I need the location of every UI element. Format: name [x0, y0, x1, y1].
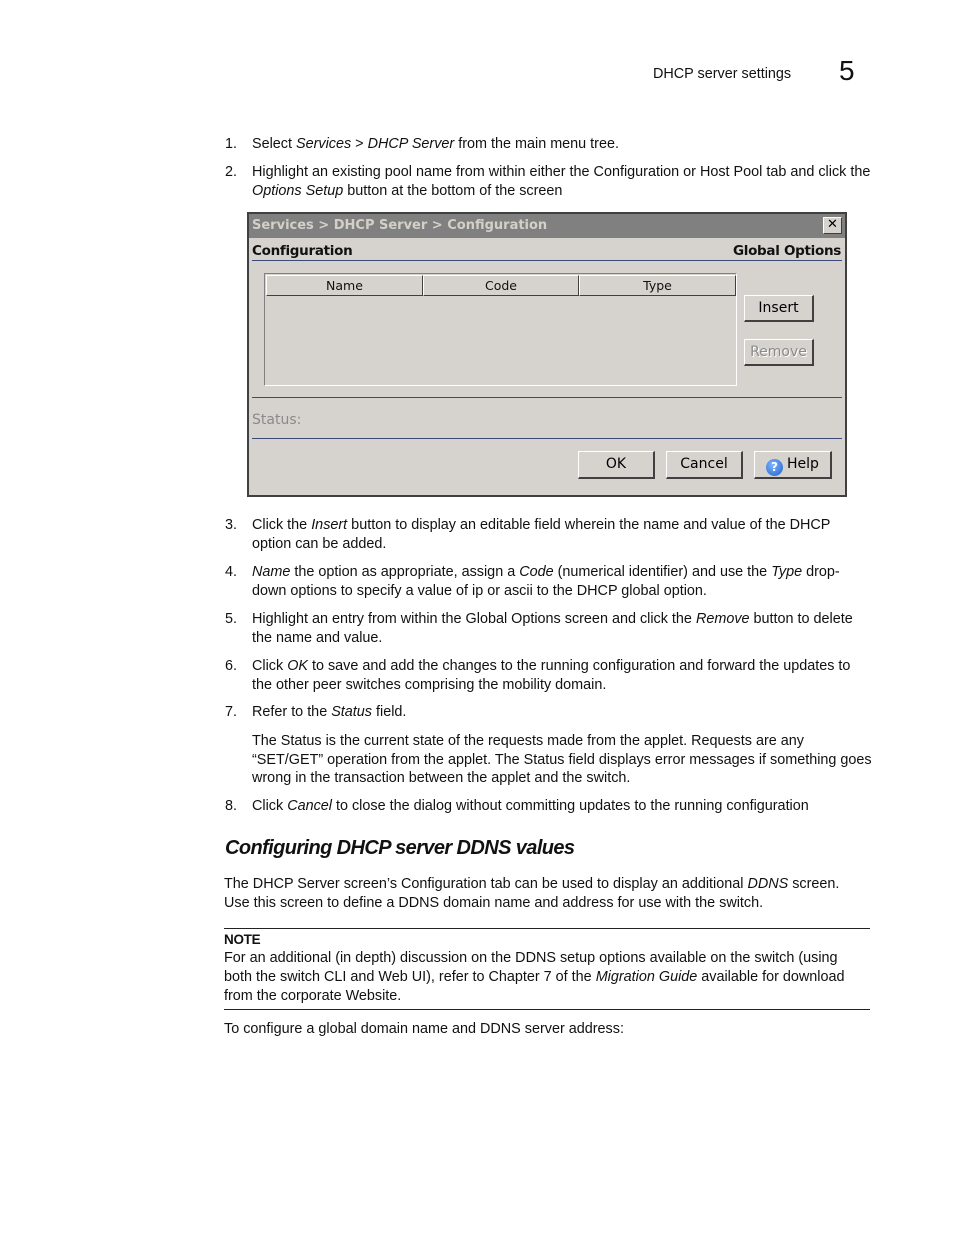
step-text: Select Services > DHCP Server from the main menu tree.: [252, 136, 619, 152]
configuration-label: Configuration: [252, 243, 353, 259]
step-number: 6.: [225, 658, 238, 674]
global-options-dialog: [247, 212, 847, 497]
remove-button[interactable]: Remove: [744, 339, 814, 366]
step-text: Click OK to save and add the changes to the running configuration and forward the updates to the other peer switches comprising the mobility domain.: [252, 658, 851, 693]
step-text: Highlight an entry from within the Global Options screen and click the Remove button to delete the name and value.: [252, 611, 853, 646]
step-number: 1.: [225, 136, 238, 152]
column-header-code[interactable]: Code: [423, 275, 579, 296]
note-bottom-rule: [224, 1009, 870, 1010]
status-label: Status:: [252, 412, 302, 428]
column-header-name[interactable]: Name: [266, 275, 423, 296]
chapter-number: 5: [839, 55, 855, 86]
ok-button[interactable]: OK: [578, 451, 655, 479]
status-description: The Status is the current state of the requests made from the applet. Requests are any “SET/GET” operation from the applet. The Status field displays error messages if something goes wrong in the transaction between the applet and the switch.: [252, 733, 872, 786]
cancel-button[interactable]: Cancel: [666, 451, 743, 479]
close-icon[interactable]: ✕: [823, 217, 842, 234]
section-intro: The DHCP Server screen’s Configuration tab can be used to display an additional DDNS screen. Use this screen to define a DDNS domain name and address for use with the switch.: [224, 876, 840, 911]
divider: [252, 438, 842, 439]
dialog-titlebar: [249, 214, 845, 238]
help-button[interactable]: [754, 451, 832, 479]
column-header-type[interactable]: Type: [579, 275, 736, 296]
step-text: Click the Insert button to display an editable field wherein the name and value of the DHCP option can be added.: [252, 517, 831, 552]
step-number: 7.: [225, 704, 238, 720]
step-number: 2.: [225, 164, 238, 180]
insert-button[interactable]: Insert: [744, 295, 814, 322]
global-options-label: Global Options: [732, 243, 841, 259]
step-text: Name the option as appropriate, assign a Code (numerical identifier) and use the Type drop-down options to specify a value of ip or ascii to the DHCP global option.: [252, 564, 840, 599]
running-header-title: DHCP server settings: [653, 66, 792, 82]
note-label: NOTE: [224, 932, 261, 947]
note-top-rule: [224, 928, 870, 929]
options-table[interactable]: [264, 273, 737, 386]
help-icon: ?: [766, 459, 783, 476]
step-number: 4.: [225, 564, 238, 580]
closing-text: To configure a global domain name and DDNS server address:: [224, 1021, 624, 1037]
step-text: Highlight an existing pool name from within either the Configuration or Host Pool tab and click the Options Setup button at the bottom of the screen: [252, 164, 871, 199]
dialog-title: Services > DHCP Server > Configuration: [252, 218, 548, 233]
step-number: 5.: [225, 611, 238, 627]
step-text: Refer to the Status field.: [252, 704, 407, 720]
section-heading: Configuring DHCP server DDNS values: [225, 837, 575, 859]
divider: [252, 397, 842, 398]
step-number: 8.: [225, 798, 238, 814]
note-text: For an additional (in depth) discussion on the DDNS setup options available on the switch (using both the switch CLI and Web UI), refer to Chapter 7 of the Migration Guide available for download from the corporate Website.: [224, 950, 845, 1004]
step-text: Click Cancel to close the dialog without committing updates to the running configuration: [252, 798, 809, 814]
divider: [252, 260, 842, 261]
help-button-label: Help: [787, 456, 819, 472]
step-number: 3.: [225, 517, 238, 533]
